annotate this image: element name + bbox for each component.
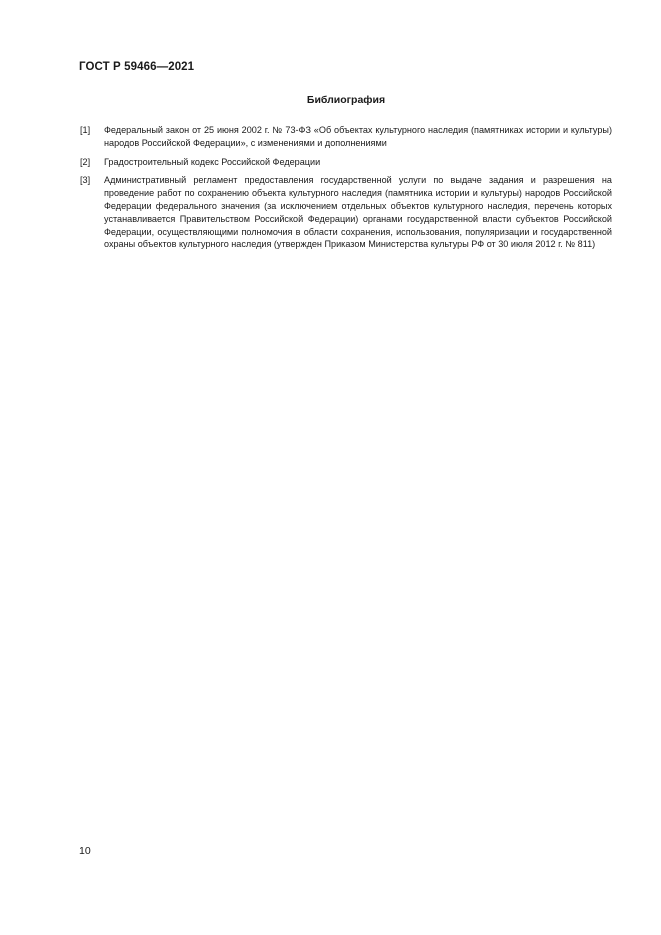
bibliography-item-number: [2] [80,156,91,167]
bibliography-item [80,156,612,169]
bibliography-item-number: [1] [80,125,91,135]
bibliography-item [80,174,612,251]
document-code: ГОСТ Р 59466—2021 [79,61,195,73]
bibliography-item-text: Федеральный закон от 25 июня 2002 г. № 73-ФЗ «Об объектах культурного наследия (памятниках истории и культуры) народов Российской Федерации», с изменениями и дополнениями [104,125,612,148]
bibliography-item-number: [3] [80,175,91,186]
page-number: 10 [79,845,91,857]
bibliography-item-text: Административный регламент предоставления государственной услуги по выдаче задания и разрешения на проведение работ по сохранению объекта культурного наследия (памятника истории и культуры) народов Российской Федерации федерального значения (за исключением отдельных объектов культурного наследия, перечень которых устанавливается Правительством Российской Федерации) органами государственной власти субъектов Российской Федерации, осуществляющими полномочия в области сохранения, использования, популяризации и государственной охраны объектов культурного наследия (утвержден Приказом Министерства культуры РФ от 30 июля 2012 г. № 811) [104,175,612,250]
bibliography-item-text: Градостроительный кодекс Российской Федерации [104,156,321,167]
bibliography-title: Библиография [306,94,386,106]
bibliography-item [80,124,612,150]
bibliography-list [80,124,612,257]
